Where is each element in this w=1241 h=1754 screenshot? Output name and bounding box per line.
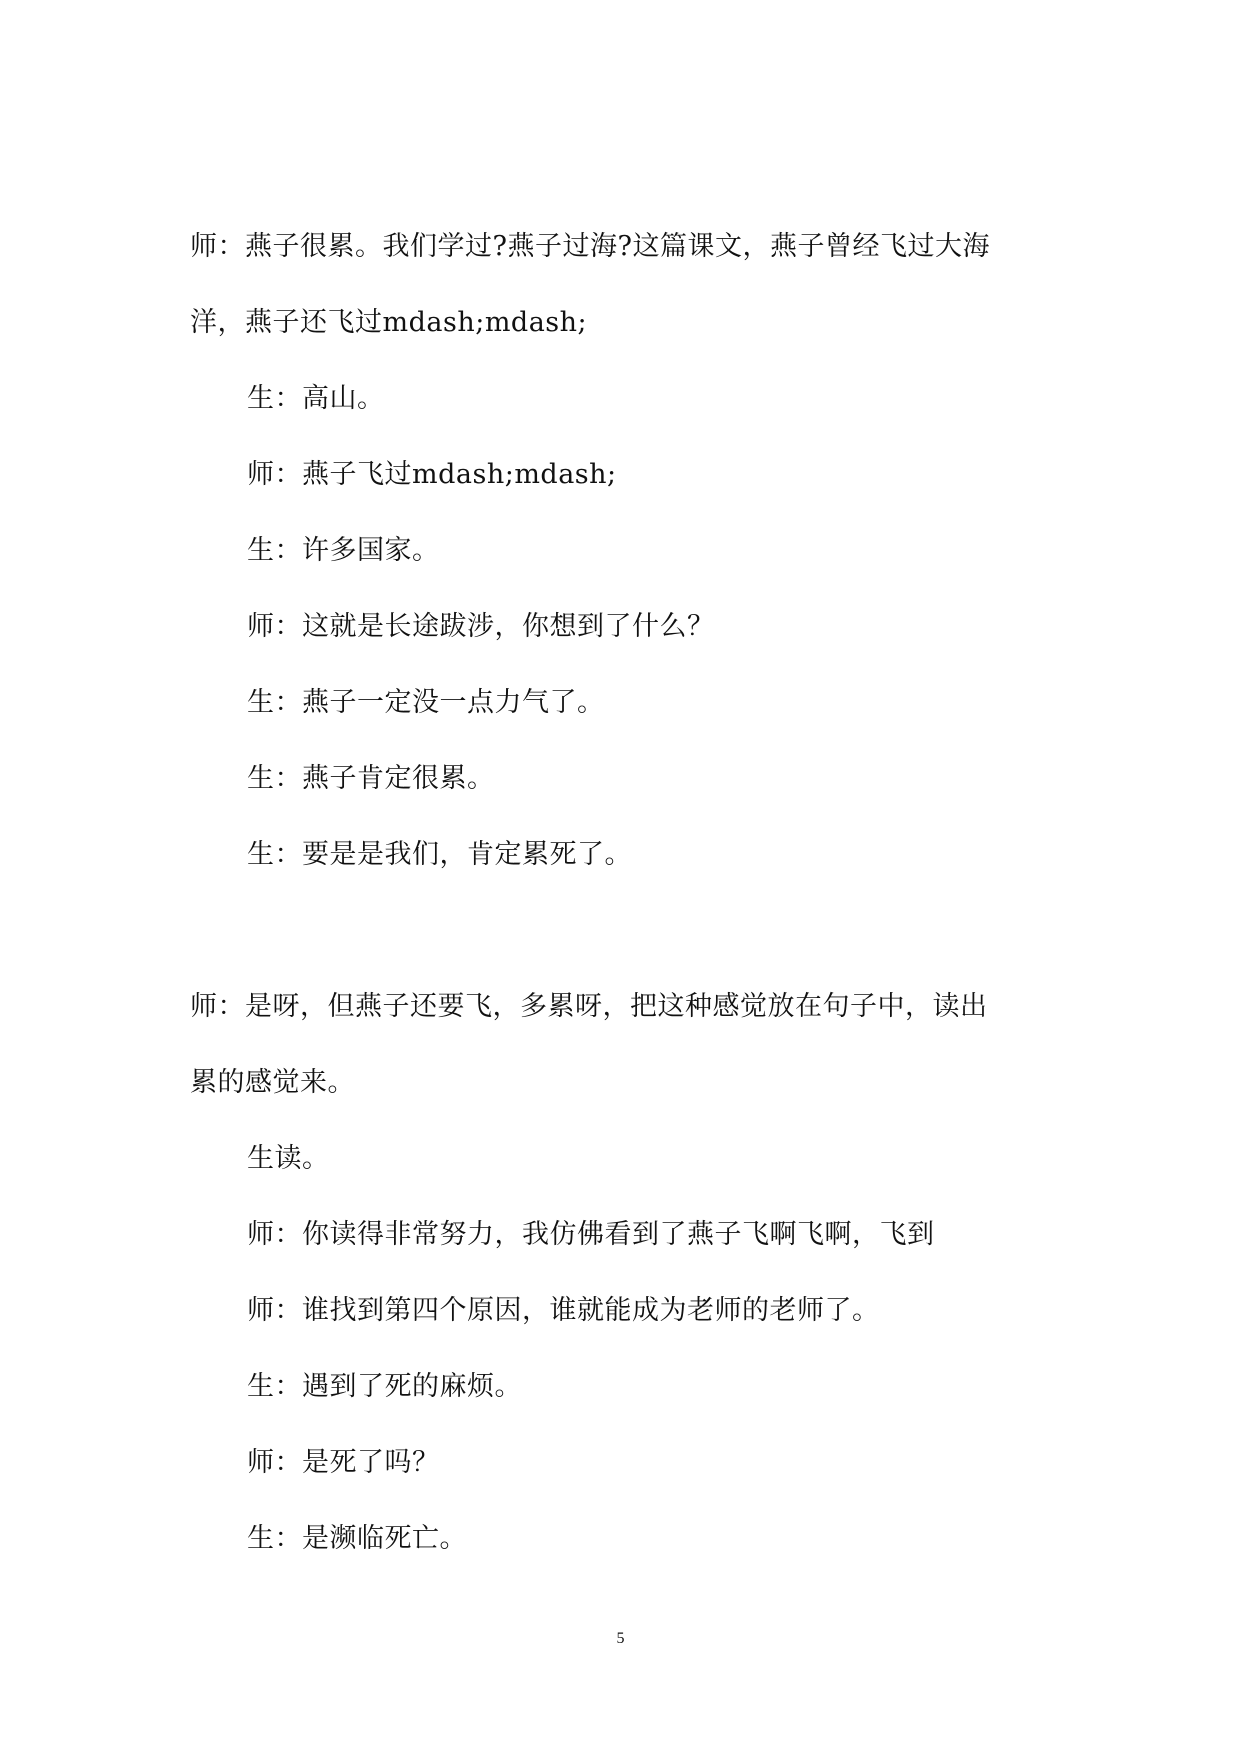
paragraph-line-2: 洋，燕子还飞过mdash;mdash; [190, 307, 588, 338]
paragraph-line-11: 累的感觉来。 [190, 1067, 355, 1098]
dialogue-line-8: 生：燕子肯定很累。 [247, 763, 495, 794]
dialogue-line-12: 生读。 [247, 1143, 330, 1174]
dialogue-line-13: 师：你读得非常努力，我仿佛看到了燕子飞啊飞啊，飞到 [247, 1219, 935, 1250]
paragraph-line-10: 师：是呀，但燕子还要飞，多累呀，把这种感觉放在句子中，读出 [190, 991, 988, 1022]
dialogue-line-3: 生：高山。 [247, 383, 385, 414]
paragraph-line-1: 师：燕子很累。我们学过?燕子过海?这篇课文，燕子曾经飞过大海 [190, 231, 990, 262]
page-number: 5 [616, 1630, 625, 1647]
dialogue-line-6: 师：这就是长途跋涉，你想到了什么？ [247, 611, 715, 642]
dialogue-line-14: 师：谁找到第四个原因，谁就能成为老师的老师了。 [247, 1295, 880, 1326]
dialogue-line-9: 生：要是是我们，肯定累死了。 [247, 839, 632, 870]
dialogue-line-7: 生：燕子一定没一点力气了。 [247, 687, 605, 718]
dialogue-line-5: 生：许多国家。 [247, 535, 440, 566]
dialogue-line-17: 生：是濒临死亡。 [247, 1523, 467, 1554]
dialogue-line-4: 师：燕子飞过mdash;mdash; [247, 459, 617, 490]
dialogue-line-16: 师：是死了吗？ [247, 1447, 440, 1478]
dialogue-line-15: 生：遇到了死的麻烦。 [247, 1371, 522, 1402]
